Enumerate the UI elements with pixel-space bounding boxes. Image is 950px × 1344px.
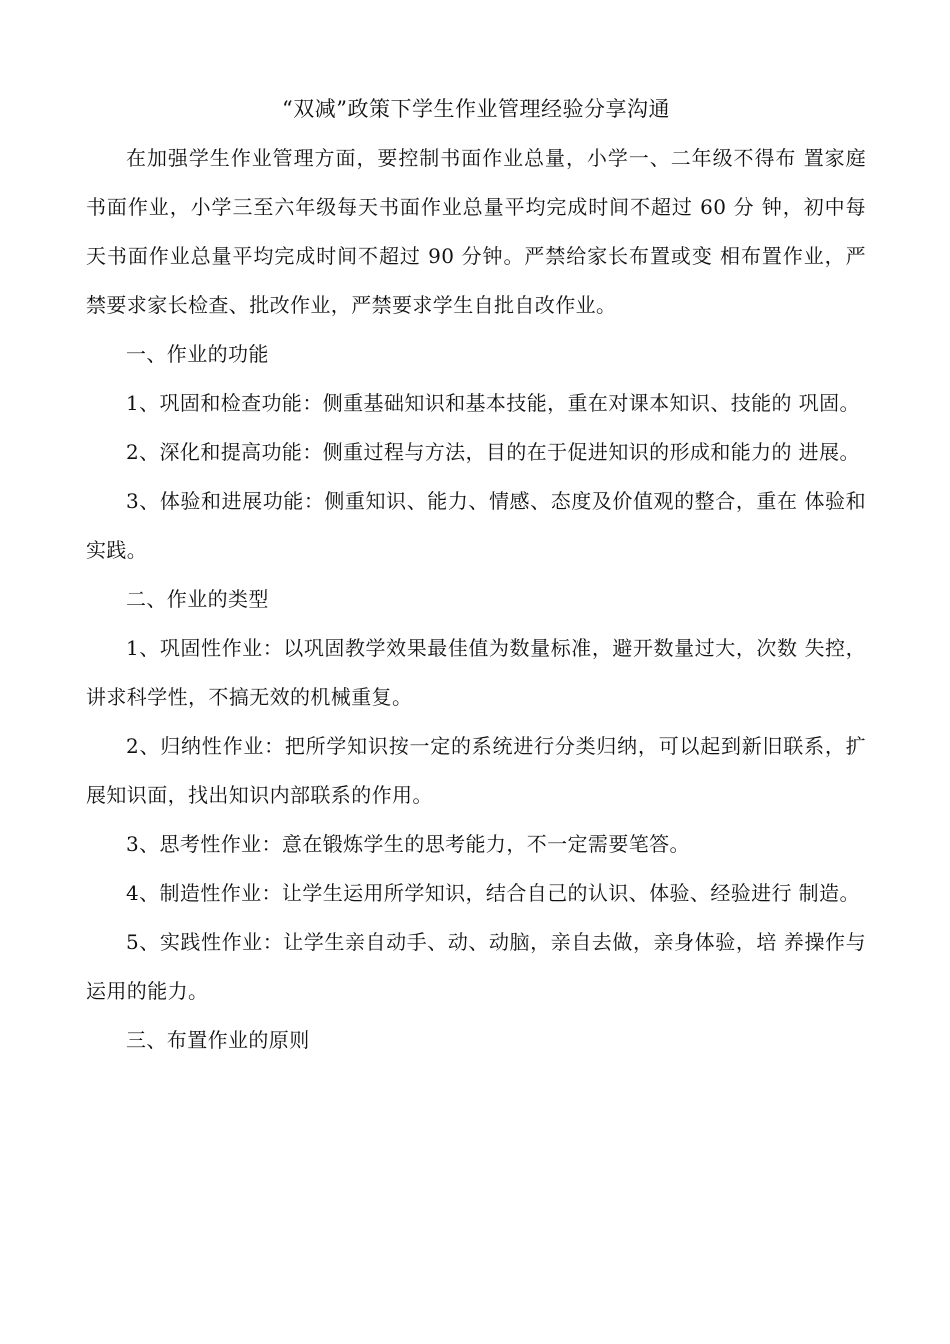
function-item-1: 1、巩固和检查功能：侧重基础知识和基本技能，重在对课本知识、技能的 巩固。 xyxy=(126,391,860,415)
type-item-2: 2、归纳性作业：把所学知识按一定的系统进行分类归纳，可以起到新旧联系，扩展知识面，找出知识内部联系的作用。 xyxy=(86,734,866,807)
function-item-3: 3、体验和进展功能：侧重知识、能力、情感、态度及价值观的整合，重在 体验和实践。 xyxy=(86,489,866,562)
section-heading-functions: 一、作业的功能 xyxy=(126,342,269,366)
document-body xyxy=(86,84,866,1065)
document-title: “双减”政策下学生作业管理经验分享沟通 xyxy=(282,97,670,121)
type-item-4: 4、制造性作业：让学生运用所学知识，结合自己的认识、体验、经验进行 制造。 xyxy=(126,881,860,905)
section-heading-types: 二、作业的类型 xyxy=(126,587,269,611)
function-item-2: 2、深化和提高功能：侧重过程与方法，目的在于促进知识的形成和能力的 进展。 xyxy=(126,440,860,464)
type-item-5: 5、实践性作业：让学生亲自动手、动、动脑，亲自去做，亲身体验，培 养操作与运用的能力。 xyxy=(86,930,866,1003)
section-heading-principles: 三、布置作业的原则 xyxy=(126,1028,310,1052)
intro-paragraph: 在加强学生作业管理方面，要控制书面作业总量，小学一、二年级不得布 置家庭书面作业，小学三至六年级每天书面作业总量平均完成时间不超过 60 分 钟，初中每天书面作业总量平均完成时间不超过 90 分钟。严禁给家长布置或变 相布置作业，严禁要求家长检查、批改作业，严禁要求学生自批自改作业。 xyxy=(86,146,866,317)
type-item-1: 1、巩固性作业：以巩固教学效果最佳值为数量标准，避开数量过大，次数 失控，讲求科学性，不搞无效的机械重复。 xyxy=(86,636,866,709)
type-item-3: 3、思考性作业：意在锻炼学生的思考能力，不一定需要笔答。 xyxy=(126,832,690,856)
